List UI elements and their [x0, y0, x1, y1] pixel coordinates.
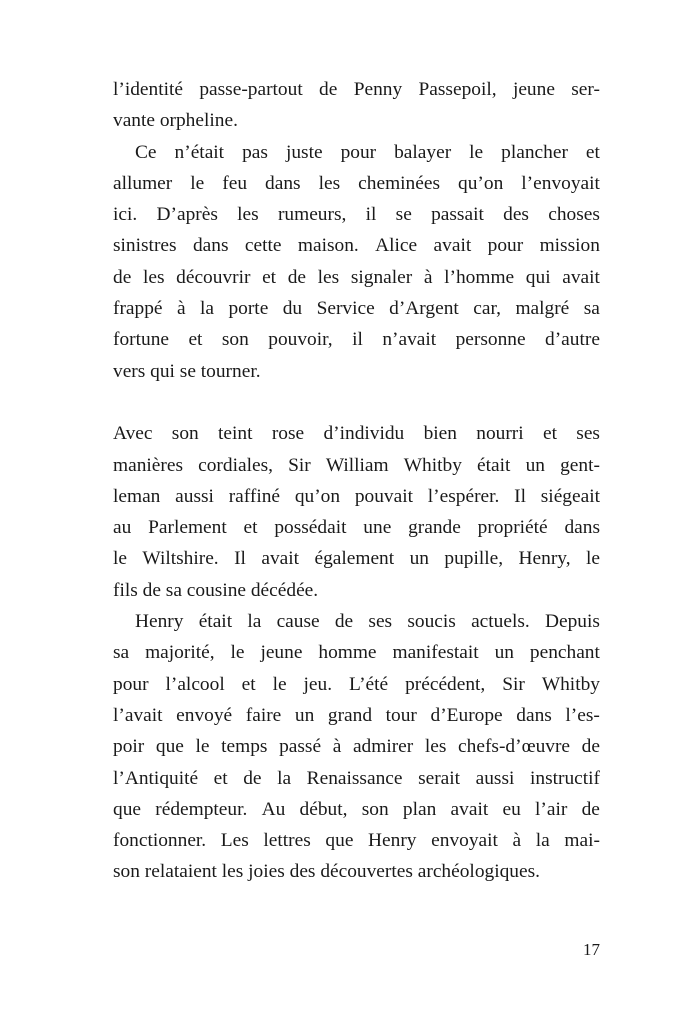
text-line: fonctionner. Les lettres que Henry envoyait à la mai- [113, 830, 600, 852]
text-line: fortune et son pouvoir, il n’avait personne d’autre [113, 329, 600, 351]
text-line: que rédempteur. Au début, son plan avait eu l’air de [113, 798, 600, 820]
text-line: l’avait envoyé faire un grand tour d’Europe dans l’es- [113, 704, 600, 726]
paragraph [113, 606, 600, 888]
paragraph [113, 418, 600, 606]
text-line: Henry était la cause de ses soucis actuels. Depuis [135, 611, 600, 633]
text-line: poir que le temps passé à admirer les chefs-d’œuvre de [113, 736, 600, 758]
text-line: au Parlement et possédait une grande propriété dans [113, 517, 600, 539]
paragraph [113, 74, 600, 137]
text-line: sa majorité, le jeune homme manifestait un penchant [113, 642, 600, 664]
text-line: sinistres dans cette maison. Alice avait pour mission [113, 235, 600, 257]
page-text-column [113, 74, 600, 888]
text-line: le Wiltshire. Il avait également un pupille, Henry, le [113, 548, 600, 570]
text-line: fils de sa cousine décédée. [113, 579, 319, 601]
text-line: pour l’alcool et le jeu. L’été précédent, Sir Whitby [113, 673, 600, 695]
text-line: frappé à la porte du Service d’Argent car, malgré sa [113, 298, 600, 320]
text-line: son relataient les joies des découvertes archéologiques. [113, 861, 540, 883]
text-line: vers qui se tourner. [113, 360, 261, 382]
text-line: l’Antiquité et de la Renaissance serait aussi instructif [113, 767, 600, 789]
page-number: 17 [583, 940, 600, 959]
text-line: allumer le feu dans les cheminées qu’on l’envoyait [113, 172, 600, 194]
text-line: vante orpheline. [113, 110, 238, 132]
text-line: Ce n’était pas juste pour balayer le plancher et [135, 141, 600, 163]
text-line: Avec son teint rose d’individu bien nourri et ses [113, 423, 600, 445]
paragraph [113, 137, 600, 387]
text-line: ici. D’après les rumeurs, il se passait des choses [113, 204, 600, 226]
text-line: leman aussi raffiné qu’on pouvait l’espérer. Il siégeait [113, 485, 600, 507]
text-line: de les découvrir et de les signaler à l’homme qui avait [113, 266, 600, 288]
text-line: l’identité passe-partout de Penny Passepoil, jeune ser- [113, 79, 600, 100]
text-line: manières cordiales, Sir William Whitby était un gent- [113, 454, 600, 476]
